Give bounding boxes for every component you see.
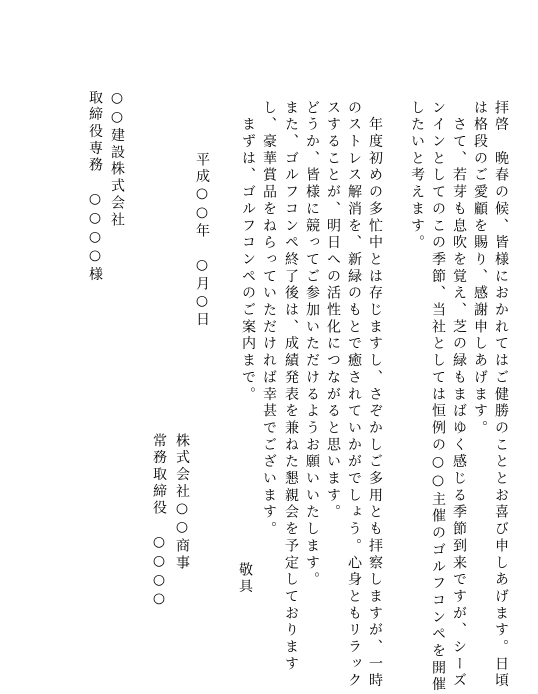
- closing-keigu: 敬具: [237, 562, 253, 596]
- body-line-3: さて、若芽も息吹を覚え、芝の緑もまばゆく感じる季節到来ですが、シーズ: [451, 100, 467, 690]
- body-line-11: し、豪華賞品をねらっていただければ幸甚でございます。: [261, 100, 277, 539]
- body-line-1: 拝啓 晩春の候、皆様におかれてはご健勝のこととお喜び申しあげます。日頃: [493, 100, 509, 690]
- body-line-7: のストレス解消を、新緑のもとで癒されていかがでしょう。心身ともリラック: [346, 100, 362, 690]
- body-line-4: ンインとしてのこの季節、当社としては恒例の○○主催のゴルフコンペを開催: [430, 100, 446, 694]
- body-line-5: したいと考えます。: [409, 100, 425, 252]
- body-line-8: スすることが、明日への活性化につながると思います。: [325, 100, 341, 522]
- body-line-9: どうか、皆様に競ってご参加いただけるようお願いいたします。: [304, 100, 320, 589]
- body-line-6: 年度初めの多忙中とは存じますし、さぞかしご多用とも拝察しますが、一時: [367, 100, 383, 690]
- body-line-12: まずは、ゴルフコンペのご案内まで。: [240, 100, 256, 404]
- letter-date: 平成○○年 ○月○日: [194, 152, 210, 329]
- recipient-title-name: 取締役専務 ○○○○様: [87, 90, 103, 284]
- sender-title-name: 常務取締役 ○○○○: [151, 433, 167, 610]
- recipient-company: ○○建設株式会社: [109, 90, 125, 229]
- body-line-10: また、ゴルフコンペ終了後は、成績発表を兼ねた懇親会を予定しております: [283, 100, 299, 673]
- body-line-2: は格段のご愛顧を賜り、感謝申しあげます。: [472, 100, 488, 437]
- sender-company: 株式会社○○商事: [174, 433, 190, 572]
